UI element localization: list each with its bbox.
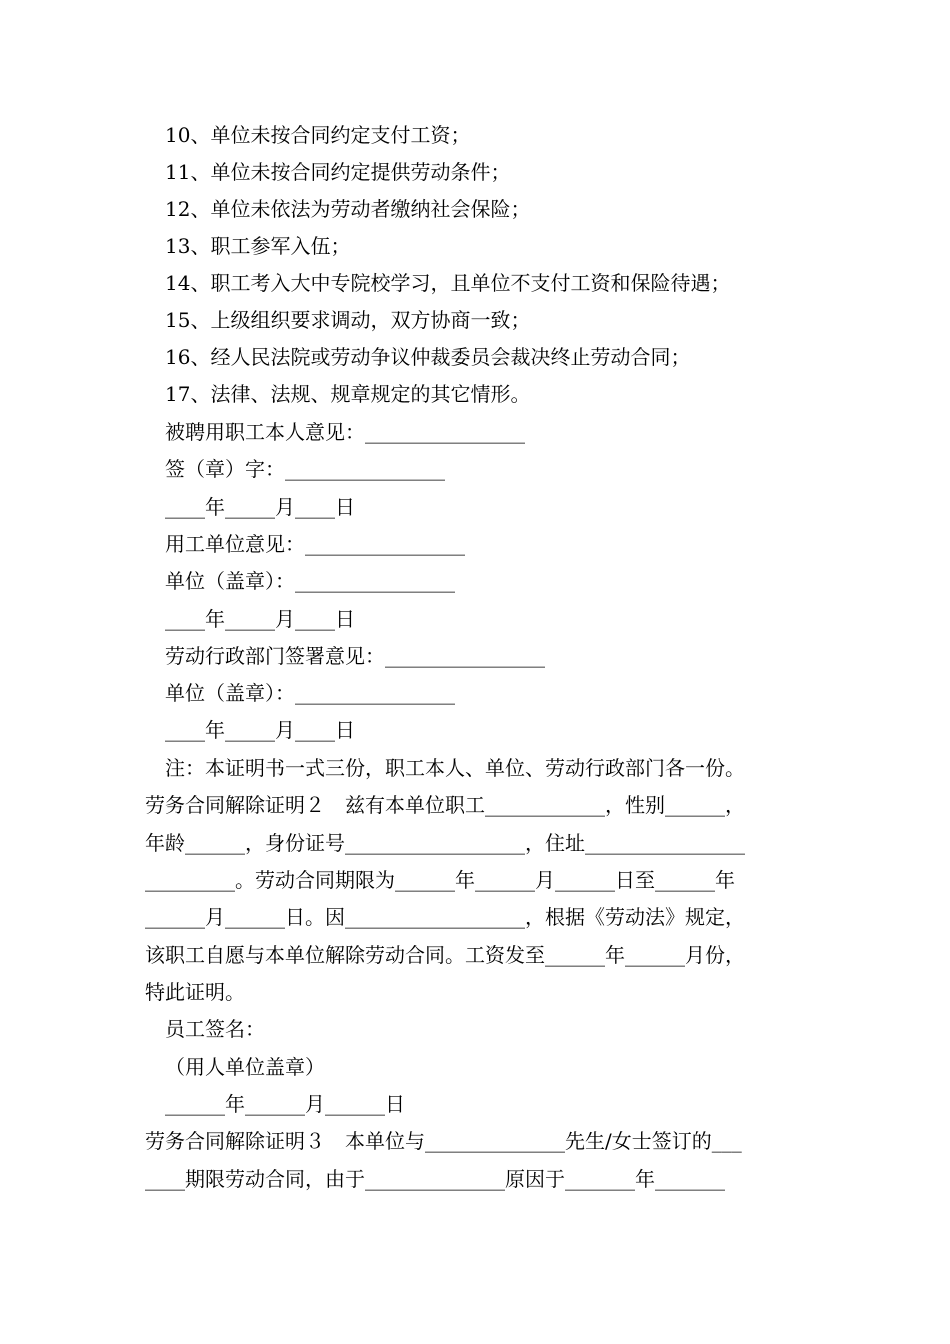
date-line: ____年_____月____日	[165, 495, 355, 519]
certificate-3-paragraph: ____期限劳动合同，由于______________原因于_______年_______	[145, 1167, 725, 1191]
date-line: ____年_____月____日	[165, 718, 355, 742]
clause-15: 15、上级组织要求调动，双方协商一致；	[165, 308, 531, 332]
employer-opinion-line: 用工单位意见：________________	[165, 532, 465, 556]
clause-10: 10、单位未按合同约定支付工资；	[165, 123, 471, 147]
clause-13: 13、职工参军入伍；	[165, 234, 351, 258]
certificate-2-paragraph: 该职工自愿与本单位解除劳动合同。工资发至______年______月份，	[145, 943, 745, 967]
clause-16: 16、经人民法院或劳动争议仲裁委员会裁决终止劳动合同；	[165, 345, 691, 369]
clause-12: 12、单位未依法为劳动者缴纳社会保险；	[165, 197, 531, 221]
employer-seal-line: 单位（盖章）：________________	[165, 569, 455, 593]
clause-17: 17、法律、法规、规章规定的其它情形。	[165, 382, 531, 406]
certificate-2-paragraph: 特此证明。	[145, 980, 245, 1004]
certificate-3-paragraph: 劳务合同解除证明３ 本单位与______________先生/女士签订的___	[145, 1129, 742, 1153]
date-line: ____年_____月____日	[165, 607, 355, 631]
certificate-2-paragraph: ______月______日。因__________________，根据《劳动法》规定，	[145, 905, 745, 929]
date-line: ______年______月______日	[165, 1092, 405, 1116]
labor-dept-opinion-line: 劳动行政部门签署意见：________________	[165, 644, 545, 668]
note-paragraph: 注：本证明书一式三份，职工本人、单位、劳动行政部门各一份。	[165, 756, 745, 780]
certificate-2-paragraph: _________。劳动合同期限为______年______月______日至______年	[145, 868, 735, 892]
labor-dept-seal-line: 单位（盖章）：________________	[165, 681, 455, 705]
clause-14: 14、职工考入大中专院校学习，且单位不支付工资和保险待遇；	[165, 271, 731, 295]
certificate-2-paragraph: 劳务合同解除证明２ 兹有本单位职工____________，性别______，	[145, 793, 745, 817]
employee-signature-line: 签（章）字：________________	[165, 457, 445, 481]
clause-11: 11、单位未按合同约定提供劳动条件；	[165, 160, 511, 184]
employer-seal-label: （用人单位盖章）	[165, 1055, 325, 1079]
certificate-2-paragraph: 年龄______，身份证号__________________，住址________________	[145, 831, 745, 855]
employee-signature-label: 员工签名：	[165, 1017, 265, 1041]
employee-opinion-line: 被聘用职工本人意见：________________	[165, 420, 525, 444]
